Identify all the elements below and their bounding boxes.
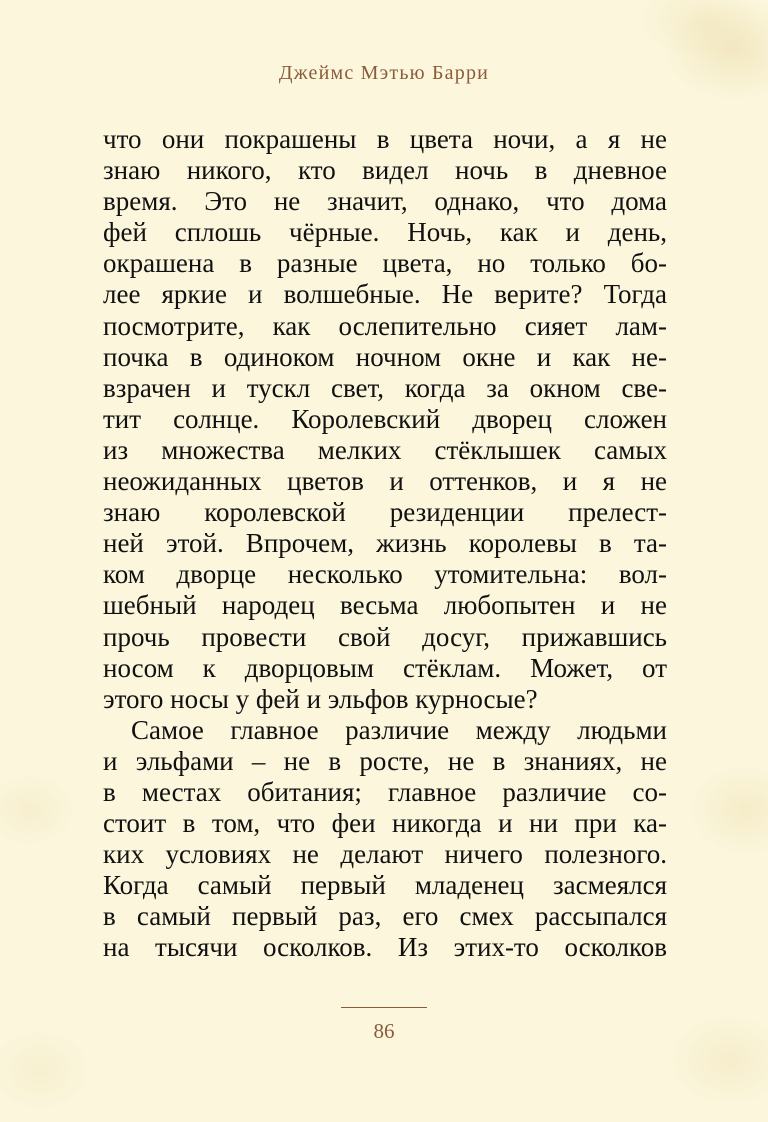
text-line: тит солнце. Королевский дворец сложен — [103, 403, 667, 434]
text-line: стоит в том, что феи никогда и ни при ка- — [103, 808, 667, 839]
text-line: в местах обитания; главное различие со- — [103, 776, 667, 807]
folio-rule — [341, 1007, 427, 1008]
text-line: шебный народец весьма любопытен и не — [103, 590, 667, 621]
body-text — [103, 124, 667, 964]
text-line: знаю никого, кто видел ночь в дневное — [103, 155, 667, 186]
text-line: взрачен и тускл свет, когда за окном све- — [103, 372, 667, 403]
text-line: фей сплошь чёрные. Ночь, как и день, — [103, 217, 667, 248]
text-line: время. Это не значит, однако, что дома — [103, 186, 667, 217]
text-line: лее яркие и волшебные. Не верите? Тогда — [103, 279, 667, 310]
paragraph-first-line: Самое главное различие между людьми — [131, 714, 667, 745]
text-line: ней этой. Впрочем, жизнь королевы в та- — [103, 528, 667, 559]
text-line: носом к дворцовым стёклам. Может, от — [103, 652, 667, 683]
text-line: из множества мелких стёклышек самых — [103, 434, 667, 465]
running-header: Джеймс Мэтью Барри — [278, 62, 490, 84]
text-line: Когда самый первый младенец засмеялся — [103, 870, 667, 901]
text-line: окрашена в разные цвета, но только бо- — [103, 248, 667, 279]
text-line: знаю королевской резиденции прелест- — [103, 497, 667, 528]
text-line: посмотрите, как ослепительно сияет лам- — [103, 310, 667, 341]
text-line: что они покрашены в цвета ночи, а я не — [103, 124, 667, 154]
text-line: в самый первый раз, его смех рассыпался — [103, 901, 667, 932]
text-line: прочь провести свой досуг, прижавшись — [103, 621, 667, 652]
text-line: неожиданных цветов и оттенков, и я не — [103, 466, 667, 497]
text-line: этого носы у фей и эльфов курносые? — [103, 683, 538, 714]
text-line: ких условиях не делают ничего полезного. — [103, 839, 667, 870]
text-line: на тысячи осколков. Из этих-то осколков — [103, 932, 667, 963]
text-line: ком дворце несколько утомительна: вол- — [103, 559, 667, 590]
page-number: 86 — [373, 1019, 395, 1043]
text-line: почка в одиноком ночном окне и как не- — [103, 341, 667, 372]
text-line: и эльфами – не в росте, не в знаниях, не — [103, 745, 667, 776]
